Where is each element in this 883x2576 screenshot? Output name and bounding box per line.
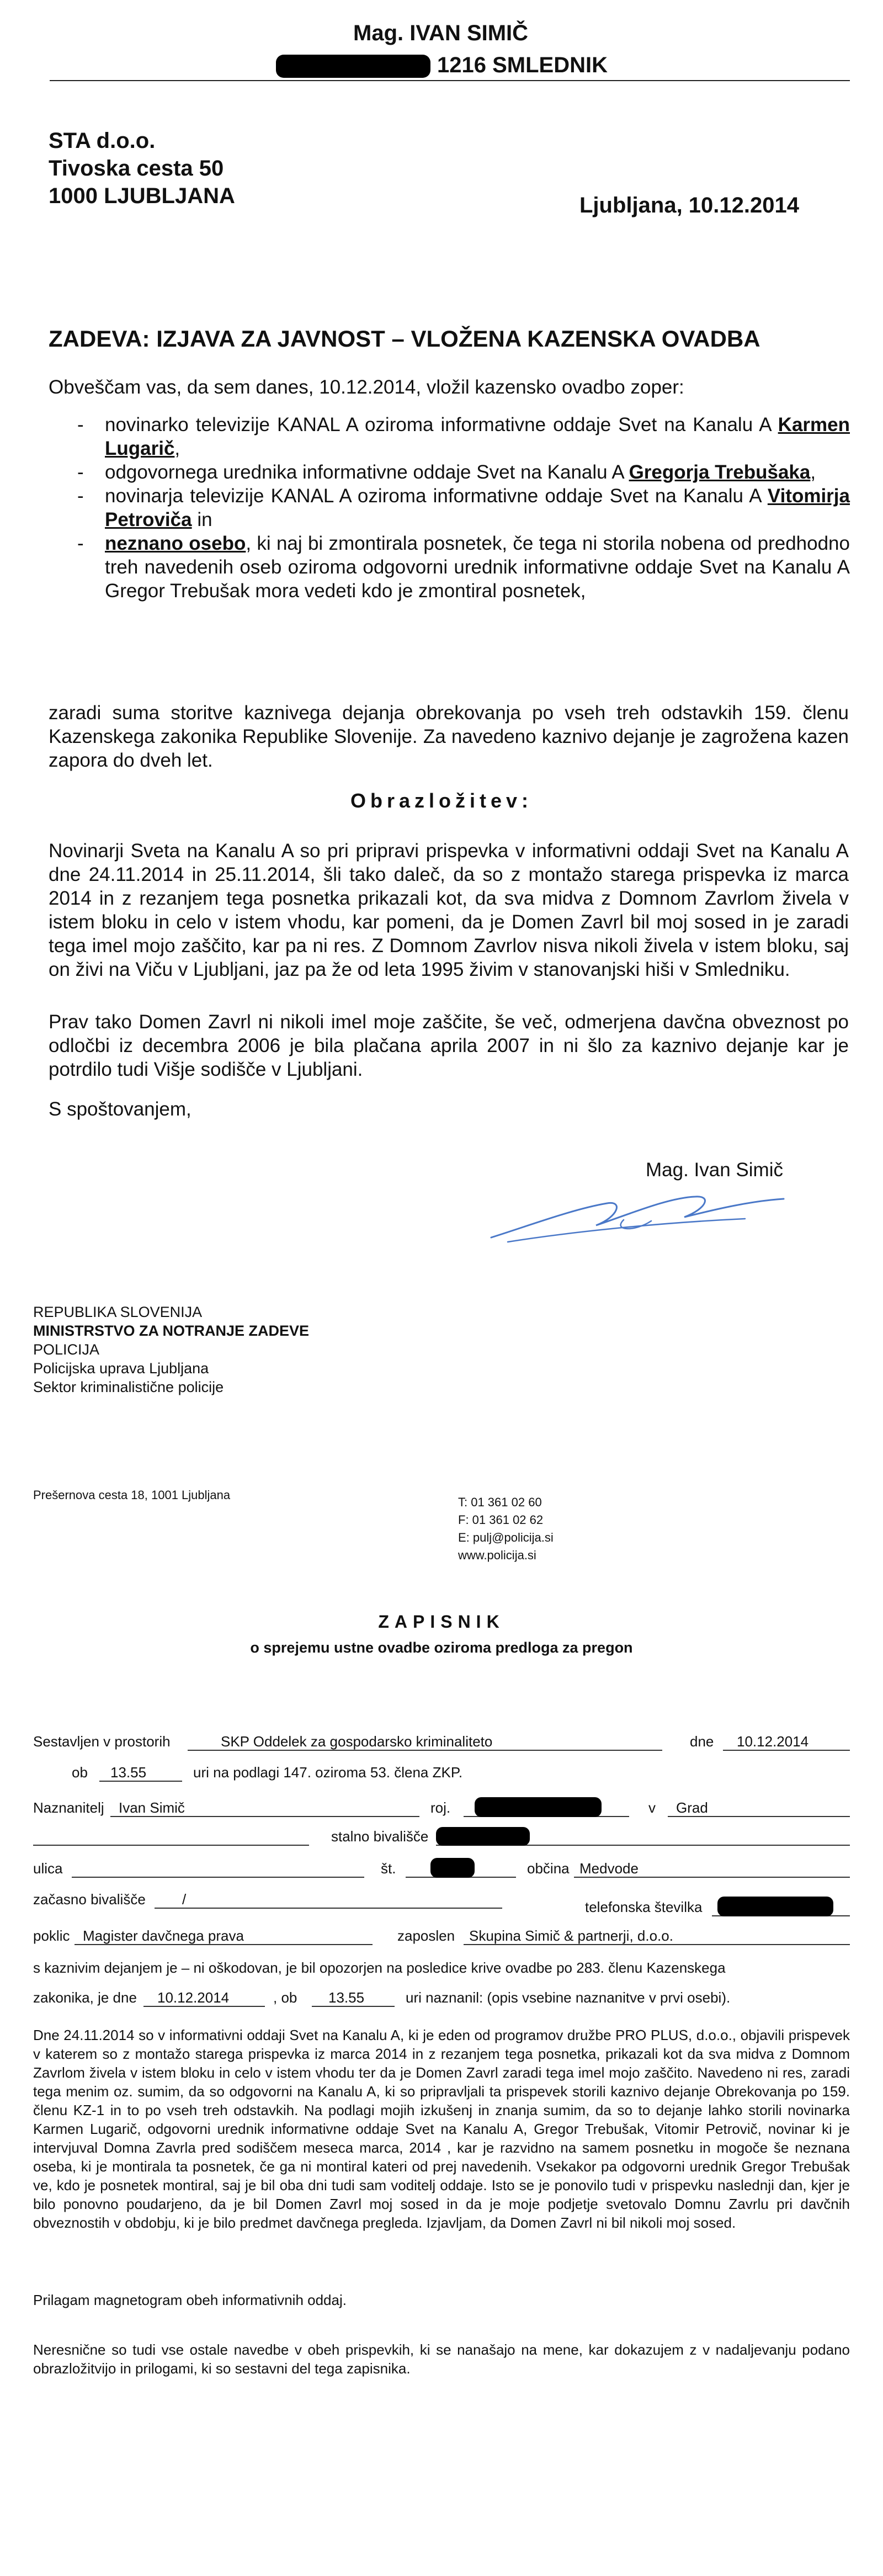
charge-paragraph: zaradi suma storitve kaznivega dejanja obrekovanja po vseh treh odstavkih 159. členu Kazenskega zakonika Republike Slovenije. Za navedeno kaznivo dejanje je zagrožena kazen zapora do dveh let. [49,702,849,771]
accused-list [77,413,850,603]
police-record [0,1303,883,2572]
field-underline [33,1828,309,1846]
org-line: MINISTRSTVO ZA NOTRANJE ZADEVE [33,1322,310,1339]
letter-intro: Obveščam vas, da sem danes, 10.12.2014, vložil kazensko ovadbo zoper: [49,376,684,398]
bullet-text: novinarko televizije KANAL A oziroma informativne oddaje Svet na Kanalu A [105,414,778,435]
record-subtitle: o sprejemu ustne ovadbe oziroma predloga za pregon [250,1639,633,1656]
explanation-paragraph-2: Prav tako Domen Zavrl ni nikoli imel moje zaščite, še več, odmerjena davčna obveznost po odločbi iz decembra 2006 je bila plačana aprila 2007 in ni šlo za kaznivo dejanje kar je potrdilo tudi Višje sodišče v Ljubljani. [49,1011,849,1080]
value-informant: Ivan Simič [119,1799,185,1816]
field-underline [155,1891,502,1909]
letter-subject: ZADEVA: IZJAVA ZA JAVNOST – VLOŽENA KAZENSKA OVADBA [49,326,760,352]
label-house-number: št. [381,1860,396,1877]
redacted-house-number [430,1858,475,1878]
police-org-block [33,1303,309,1396]
list-item [77,460,850,484]
label-phone: telefonska številka [585,1899,703,1915]
value-report-date: 10.12.2014 [157,1989,230,2006]
redacted-phone [717,1897,833,1916]
final-statement: Neresnične so tudi vse ostale navedbe v obeh prispevkih, ki se nanašajo na mene, kar dokazujem z v nadaljevanju podano obrazložitvijo in prilogami, ki so sestavni del tega zapisnika. [33,2341,850,2377]
sender-name: Mag. IVAN SIMIČ [353,21,529,45]
value-time: 13.55 [110,1764,147,1781]
recipient-line: STA d.o.o. [49,129,156,153]
label-born: roj. [430,1799,451,1816]
signatory-name: Mag. Ivan Simič [646,1159,783,1181]
attachment-note: Prilagam magnetogram obeh informativnih oddaj. [33,2292,347,2308]
closing-salutation: S spoštovanjem, [49,1098,192,1120]
org-line: Policijska uprava Ljubljana [33,1360,209,1377]
org-line: POLICIJA [33,1341,100,1358]
legal-basis: uri na podlagi 147. oziroma 53. člena ZKP. [193,1764,463,1781]
bullet-text: odgovornega urednika informativne oddaje Svet na Kanalu A [105,461,629,483]
value-date: 10.12.2014 [737,1733,809,1750]
label-temporary-residence: začasno bivališče [33,1891,146,1908]
org-line: Sektor kriminalistične policije [33,1379,224,1395]
contact-line: F: 01 361 02 62 [458,1513,544,1527]
value-birthplace: Grad [676,1799,708,1816]
bullet-text: , ki naj bi zmontirala posnetek, če tega ni storila nobena od predhodno treh navedenih oseb oziroma odgovorni urednik informativne oddaje Svet na Kanalu A Gregor Trebušak mora vedeti kdo je zmontiral posnetek, [105,533,850,602]
accused-name: Karmen Lugarič [105,414,850,459]
label-date: dne [690,1733,714,1750]
value-report-time: 13.55 [328,1989,365,2006]
label-report-date: zakonika, je dne [33,1989,137,2006]
sender-address-text: 1216 SMLEDNIK [437,53,608,77]
police-contacts [458,1494,554,1564]
explanation-paragraph-1: Novinarji Sveta na Kanalu A so pri pripravi prispevka v informativni oddaji Svet na Kanalu A dne 24.11.2014 in 25.11.2014, šli tako daleč, da so z montažo starega prispevka iz marca 2014 in z rezanjem tega posnetka prikazali kot, da sva midva z Domnom Zavrlom živela v istem bloku in celo v istem vhodu, kar pomeni, da je Domen Zavrl bil moj sosed in je zaradi tega imel mojo zaščito, kar pa ni res. Z Domnom Zavrlov nisva nikoli živela v istem bloku, saj on živi na Viču v Ljubljani, jaz pa že od leta 1995 živim v stanovanjski hiši v Smledniku. [49,840,849,980]
header-rule [50,80,850,81]
accused-name: Vitomirja Petroviča [105,485,850,530]
value-temporary-residence: / [182,1891,187,1908]
field-underline [72,1860,364,1878]
bullet-text: , [810,461,816,483]
recipient-block [49,127,235,210]
redacted-birthdate [475,1797,602,1817]
label-employer: zaposlen [397,1927,455,1944]
accused-name: Gregorja Trebušaka [629,461,811,483]
contact-line: www.policija.si [458,1548,536,1562]
bullet-text: , [174,438,180,459]
label-location: Sestavljen v prostorih [33,1733,171,1750]
redacted-street [276,55,430,78]
label-municipality: občina [527,1860,570,1877]
explanation-heading: Obrazložitev: [350,789,533,812]
contact-line: E: pulj@policija.si [458,1531,554,1544]
value-employer: Skupina Simič & partnerji, d.o.o. [469,1927,673,1944]
label-in: v [648,1799,656,1816]
label-report-time: , ob [273,1989,297,2006]
letter-date: Ljubljana, 10.12.2014 [579,193,799,217]
list-item [77,532,850,603]
accused-name: neznano osebo [105,533,246,554]
redacted-residence [436,1827,530,1846]
warning-text: s kaznivim dejanjem je – ni oškodovan, je bil opozorjen na posledice krive ovadbe po 283. členu Kazenskega [33,1959,726,1976]
value-municipality: Medvode [579,1860,639,1877]
value-occupation: Magister davčnega prava [83,1927,244,1944]
list-item [77,484,850,532]
label-reported: uri naznanil: (opis vsebine naznanitve v prvi osebi). [406,1989,731,2006]
sender-address [276,53,608,78]
list-item [77,413,850,460]
contact-line: T: 01 361 02 60 [458,1495,542,1509]
value-location: SKP Oddelek za gospodarsko kriminaliteto [221,1733,493,1750]
record-title: ZAPISNIK [378,1612,505,1632]
handwritten-signature [486,1187,795,1247]
report-narrative: Dne 24.11.2014 so v informativni oddaji Svet na Kanalu A, ki je eden od programov družbe PRO PLUS, d.o.o., objavili prispevek v katerem so z montažo starega prispevka iz marca 2014 in z rezanjem tega posnetka, prikazali kot da sva midva z Domnom Zavrlom živela v istem bloku in celo v istem vhodu ter da je Domen Zavrl zaradi tega imel mojo zaščito. Navedeno ni res, zaradi tega menim oz. sumim, da so odgovorni na Kanalu A, ki so pripravljali ta prispevek storili kaznivo dejanje Obrekovanja po 159. členu KZ-1 in to po vseh treh odstavkih. Na podlagi mojih izkušenj in znanja sumim, da so to dejanje lahko storili novinarka Karmen Lugarič, odgovorni urednik informativne oddaje Svet na Kanalu A, Gregor Trebušak, Vitomir Petrovič, novinar ki je intervjuval Domna Zavrla pred sodiščem meseca marca, 2014 , kar je razvidno na samem posnetku in mogoče še neznana oseba, ki je montirala ta posnetek, če ga ni montiral kateri od prej navedenih. Vsekakor pa odgovorni urednik Gregor Trebušak ve, kdo je posnetek montiral, saj je bil oba dni tudi sam voditelj oddaje. Isto se je ponovilo tudi v prispevku naslednji dan, kjer je bilo ponovno poudarjeno, da je bil Domen Zavrl moj sosed in da je moje podjetje svetovalo Domnu Zavrlu pri davčnih obveznostih v obdobju, ki je bilo predmet davčnega pregleda. Izjavljam, da Domen Zavrl ni bil nikoli moj sosed. [33,2027,850,2231]
label-street: ulica [33,1860,63,1877]
police-address: Prešernova cesta 18, 1001 Ljubljana [33,1488,231,1502]
recipient-line: Tivoska cesta 50 [49,156,224,180]
label-occupation: poklic [33,1927,70,1944]
bullet-text: in [192,509,212,530]
label-permanent-residence: stalno bivališče [331,1828,429,1845]
org-line: REPUBLIKA SLOVENIJA [33,1304,203,1320]
press-letter [0,0,883,1253]
label-informant: Naznanitelj [33,1799,104,1816]
recipient-line: 1000 LJUBLJANA [49,184,235,208]
bullet-text: novinarja televizije KANAL A oziroma informativne oddaje Svet na Kanalu A [105,485,768,507]
label-time: ob [72,1764,88,1781]
